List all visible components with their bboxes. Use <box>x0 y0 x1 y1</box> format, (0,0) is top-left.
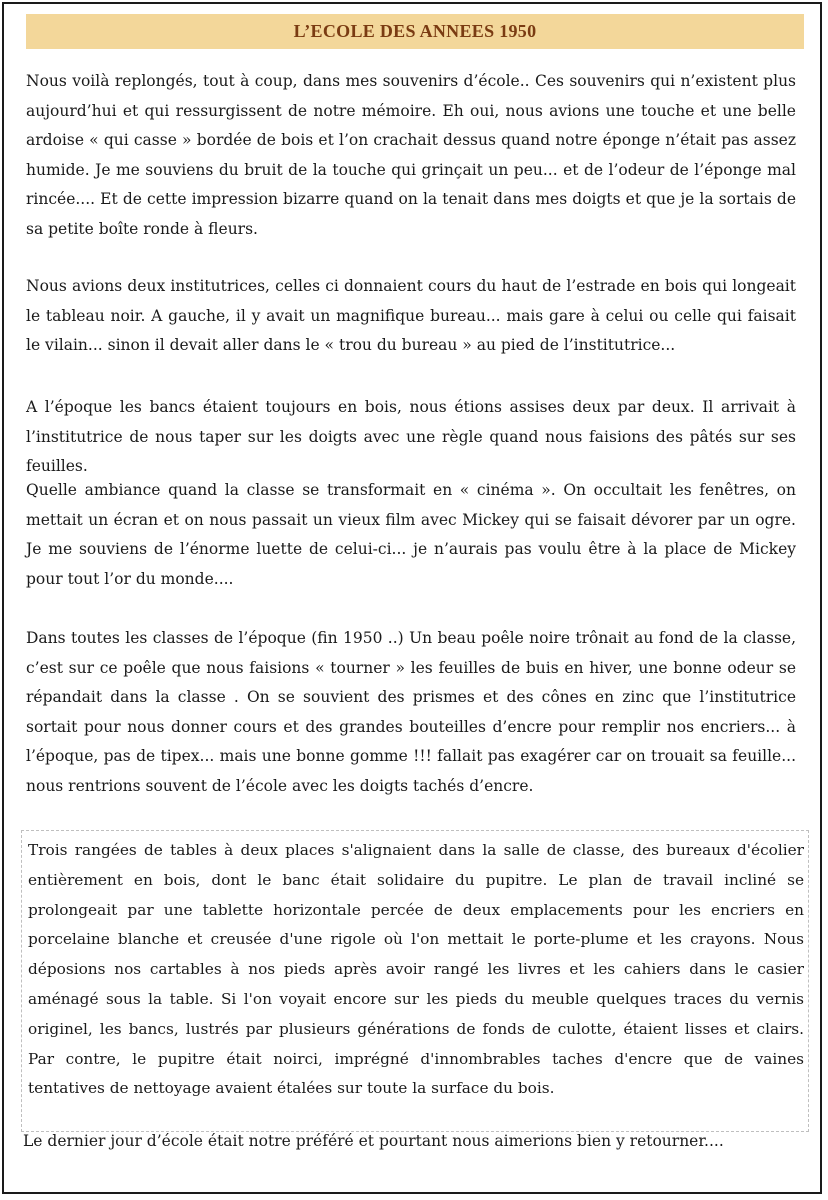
paragraph-cinema: Quelle ambiance quand la classe se transformait en « cinéma ». On occultait les fenêtres, on mettait un écran et on nous passait un vieux film avec Mickey qui se faisait dévorer par un ogre. Je me souviens de l’énorme luette de celui-ci... je n’aurais pas voulu être à la place de Mickey pour tout l’or du monde.... <box>26 481 796 588</box>
paragraph-souvenirs: Nous voilà replongés, tout à coup, dans mes souvenirs d’école.. Ces souvenirs qui n’existent plus aujourd’hui et qui ressurgissent de notre mémoire. Eh oui, nous avions une touche et une belle ardoise « qui casse » bordée de bois et l’on crachait dessus quand notre éponge n’était pas assez humide. Je me souviens du bruit de la touche qui grinçait un peu... et de l’odeur de l’éponge mal rincée.... Et de cette impression bizarre quand on la tenait dans mes doigts et que je la sortais de sa petite boîte ronde à fleurs. <box>26 72 796 238</box>
paragraph-dernier-jour: Le dernier jour d’école était notre préféré et pourtant nous aimerions bien y retourner.... <box>23 1132 724 1150</box>
page-frame <box>2 2 822 1194</box>
paragraph-tables: Trois rangées de tables à deux places s'alignaient dans la salle de classe, des bureaux d'écolier entièrement en bois, dont le banc était solidaire du pupitre. Le plan de travail incliné se prolongeait par une tablette horizontale percée de deux emplacements pour les encriers en porcelaine blanche et creusée d'une rigole où l'on mettait le porte-plume et les crayons. Nous déposions nos cartables à nos pieds après avoir rangé les livres et les cahiers dans le casier aménagé sous la table. Si l'on voyait encore sur les pieds du meuble quelques traces du vernis originel, les bancs, lustrés par plusieurs générations de fonds de culotte, étaient lisses et clairs. Par contre, le pupitre était noirci, imprégné d'innombrables taches d'encre que de vaines tentatives de nettoyage avaient étalées sur toute la surface du bois. <box>28 841 804 1098</box>
paragraph-institutrices: Nous avions deux institutrices, celles ci donnaient cours du haut de l’estrade en bois qui longeait le tableau noir. A gauche, il y avait un magnifique bureau... mais gare à celui ou celle qui faisait le vilain... sinon il devait aller dans le « trou du bureau » au pied de l’institutrice... <box>26 277 796 354</box>
paragraph-bancs: A l’époque les bancs étaient toujours en bois, nous étions assises deux par deux. Il arrivait à l’institutrice de nous taper sur les doigts avec une règle quand nous faisions des pâtés sur ses feuilles. <box>26 398 796 475</box>
page-title: L’ECOLE DES ANNEES 1950 <box>293 21 537 41</box>
title-banner <box>26 14 804 49</box>
paragraph-poele: Dans toutes les classes de l’époque (fin 1950 ..) Un beau poêle noire trônait au fond de la classe, c’est sur ce poêle que nous faisions « tourner » les feuilles de buis en hiver, une bonne odeur se répandait dans la classe . On se souvient des prismes et des cônes en zinc que l’institutrice sortait pour nous donner cours et des grandes bouteilles d’encre pour remplir nos encriers... à l’époque, pas de tipex... mais une bonne gomme !!! fallait pas exagérer car on trouait sa feuille... nous rentrions souvent de l’école avec les doigts tachés d’encre. <box>26 629 796 795</box>
